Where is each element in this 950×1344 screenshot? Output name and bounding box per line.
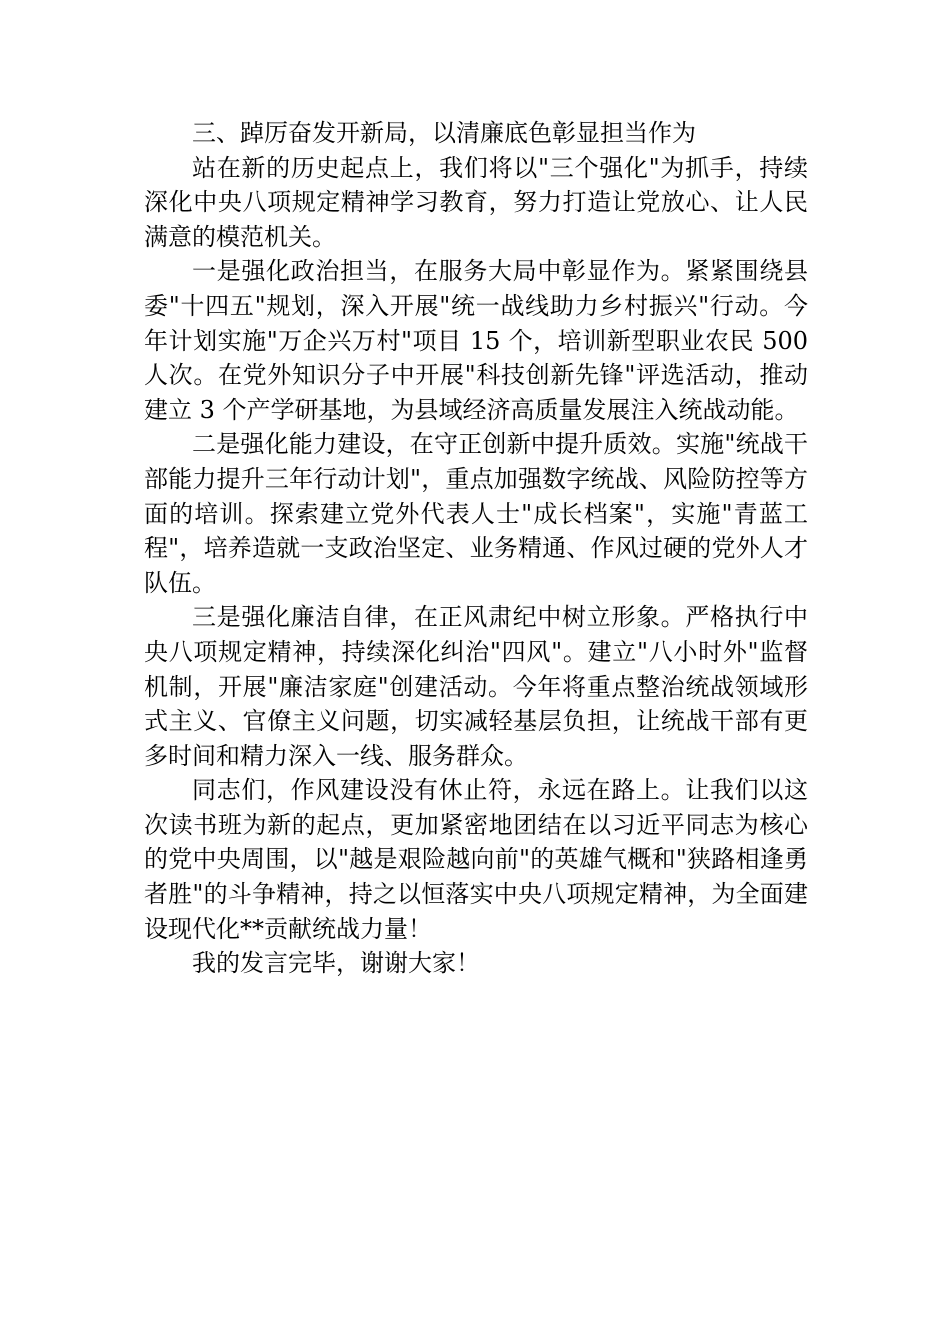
document-body bbox=[144, 116, 808, 981]
paragraph-political-responsibility: 一是强化政治担当，在服务大局中彰显作为。紧紧围绕县委"十四五"规划，深入开展"统一战线助力乡村振兴"行动。今年计划实施"万企兴万村"项目 15 个，培训新型职业农民 500 人次。在党外知识分子中开展"科技创新先锋"评选活动，推动建立 3 个产学研基地，为县域经济高质量发展注入统战动能。 bbox=[144, 257, 808, 424]
paragraph-capacity-building: 二是强化能力建设，在守正创新中提升质效。实施"统战干部能力提升三年行动计划"，重点加强数字统战、风险防控等方面的培训。探索建立党外代表人士"成长档案"，实施"青蓝工程"，培养造就一支政治坚定、业务精通、作风过硬的党外人才队伍。 bbox=[144, 430, 808, 597]
section-heading: 三、踔厉奋发开新局，以清廉底色彰显担当作为 bbox=[192, 119, 696, 147]
paragraph-thanks: 我的发言完毕，谢谢大家！ bbox=[192, 949, 480, 978]
paragraph-closing-call: 同志们，作风建设没有休止符，永远在路上。让我们以这次读书班为新的起点，更加紧密地团结在以习近平同志为核心的党中央周围，以"越是艰险越向前"的英雄气概和"狭路相逢勇者胜"的斗争精神，持之以恒落实中央八项规定精神，为全面建设现代化**贡献统战力量！ bbox=[144, 776, 808, 943]
paragraph-integrity-discipline: 三是强化廉洁自律，在正风肃纪中树立形象。严格执行中央八项规定精神，持续深化纠治"四风"。建立"八小时外"监督机制，开展"廉洁家庭"创建活动。今年将重点整治统战领域形式主义、官僚主义问题，切实减轻基层负担，让统战干部有更多时间和精力深入一线、服务群众。 bbox=[144, 603, 808, 770]
paragraph-intro: 站在新的历史起点上，我们将以"三个强化"为抓手，持续深化中央八项规定精神学习教育，努力打造让党放心、让人民满意的模范机关。 bbox=[144, 153, 808, 251]
